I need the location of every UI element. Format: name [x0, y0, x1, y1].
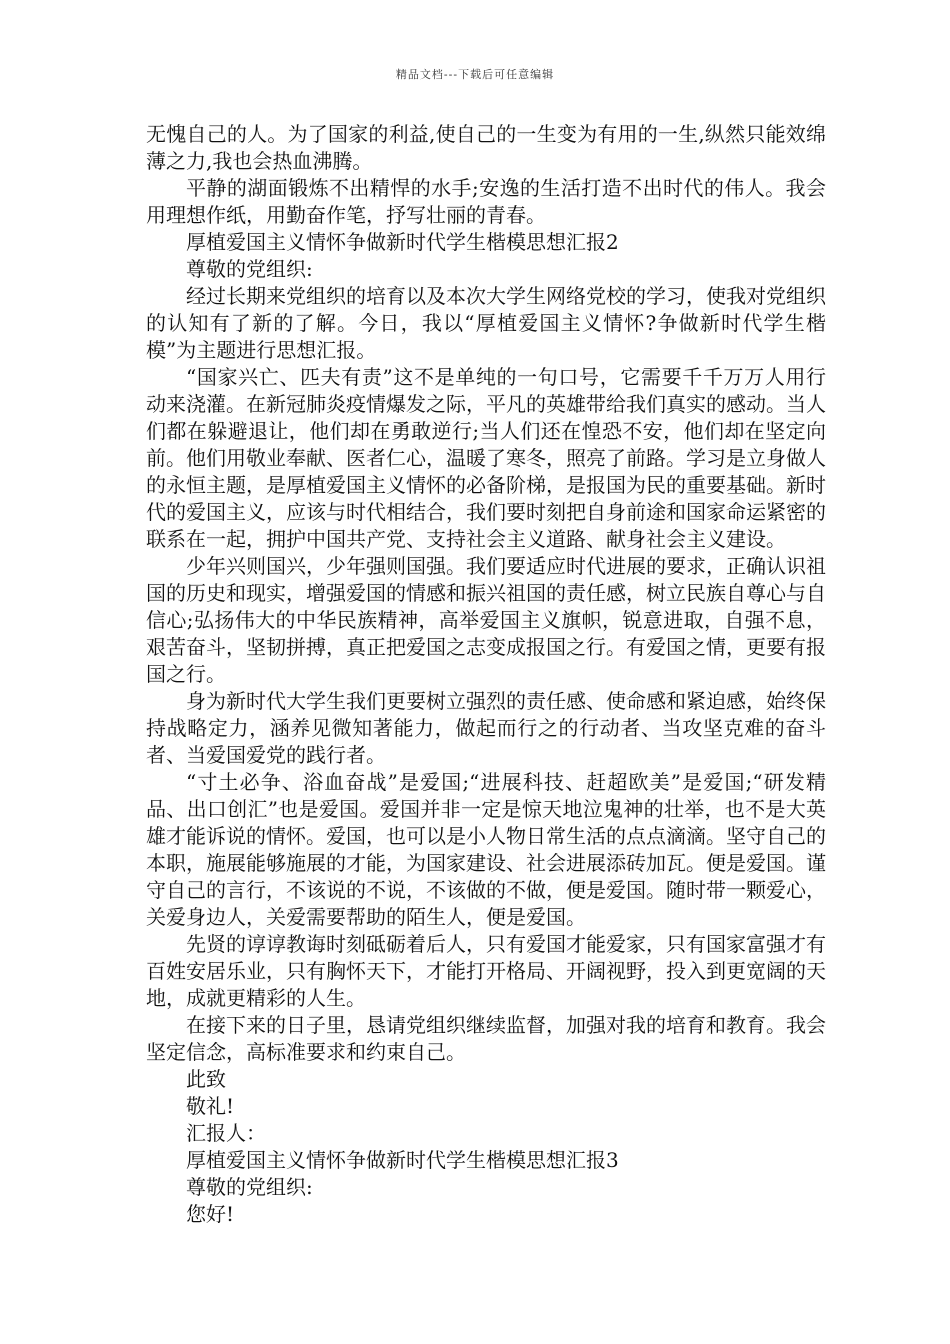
paragraph: 少年兴则国兴，少年强则国强。我们要适应时代进展的要求，正确认识祖国的历史和现实，增强爱国的情感和振兴祖国的责任感，树立民族自尊心与自信心;弘扬伟大的中华民族精神，高举爱国主义旗帜，锐意进取，自强不息，艰苦奋斗，坚韧拼搏，真正把爱国之志变成报国之行。有爱国之情，更要有报国之行。 [146, 554, 826, 686]
salutation: 尊敬的党组织: [186, 257, 313, 281]
paragraph: 先贤的谆谆教诲时刻砥砺着后人，只有爱国才能爱家，只有国家富强才有百姓安居乐业，只有胸怀天下，才能打开格局、开阔视野，投入到更宽阔的天地，成就更精彩的人生。 [146, 932, 826, 1010]
report-title-2: 厚植爱国主义情怀争做新时代学生楷模思想汇报2 [186, 230, 619, 254]
greeting: 您好! [186, 1202, 235, 1226]
paragraph: 身为新时代大学生我们更要树立强烈的责任感、使命感和紧迫感，始终保持战略定力，涵养见微知著能力，做起而行之的行动者、当攻坚克难的奋斗者、当爱国爱党的践行者。 [146, 689, 826, 767]
paragraph: “国家兴亡、匹夫有责”这不是单纯的一句口号，它需要千千万万人用行动来浇灌。在新冠肺炎疫情爆发之际，平凡的英雄带给我们真实的感动。当人们都在躲避退让，他们却在勇敢逆行;当人们还在惶恐不安，他们却在坚定向前。他们用敬业奉献、医者仁心，温暖了寒冬，照亮了前路。学习是立身做人的永恒主题，是厚植爱国主义情怀的必备阶梯，是报国为民的重要基础。新时代的爱国主义，应该与时代相结合，我们要时刻把自身前途和国家命运紧密的联系在一起，拥护中国共产党、支持社会主义道路、献身社会主义建设。 [146, 365, 826, 551]
closing-regards: 敬礼! [186, 1094, 235, 1118]
reporter-label: 汇报人： [186, 1121, 266, 1145]
salutation: 尊敬的党组织: [186, 1175, 313, 1199]
paragraph: 平静的湖面锻炼不出精悍的水手;安逸的生活打造不出时代的伟人。我会用理想作纸，用勤奋作笔，抒写壮丽的青春。 [146, 176, 826, 227]
paragraph-continuation: 无愧自己的人。为了国家的利益,使自己的一生变为有用的一生,纵然只能效绵薄之力,我也会热血沸腾。 [146, 122, 826, 173]
document-body [146, 121, 826, 1228]
paragraph: 经过长期来党组织的培育以及本次大学生网络党校的学习，使我对党组织的认知有了新的了解。今日，我以“厚植爱国主义情怀?争做新时代学生楷模”为主题进行思想汇报。 [146, 284, 826, 362]
page-header: 精品文档---下载后可任意编辑 [395, 68, 555, 81]
report-title-3: 厚植爱国主义情怀争做新时代学生楷模思想汇报3 [186, 1148, 619, 1172]
closing-line: 此致 [186, 1067, 226, 1091]
paragraph: “寸土必争、浴血奋战”是爱国;“进展科技、赶超欧美”是爱国;“研发精品、出口创汇”也是爱国。爱国并非一定是惊天地泣鬼神的壮举，也不是大英雄才能诉说的情怀。爱国，也可以是小人物日常生活的点点滴滴。坚守自己的本职，施展能够施展的才能，为国家建设、社会进展添砖加瓦。便是爱国。谨守自己的言行，不该说的不说，不该做的不做，便是爱国。随时带一颗爱心，关爱身边人，关爱需要帮助的陌生人，便是爱国。 [146, 770, 826, 929]
paragraph: 在接下来的日子里，恳请党组织继续监督，加强对我的培育和教育。我会坚定信念，高标准要求和约束自己。 [146, 1013, 826, 1064]
